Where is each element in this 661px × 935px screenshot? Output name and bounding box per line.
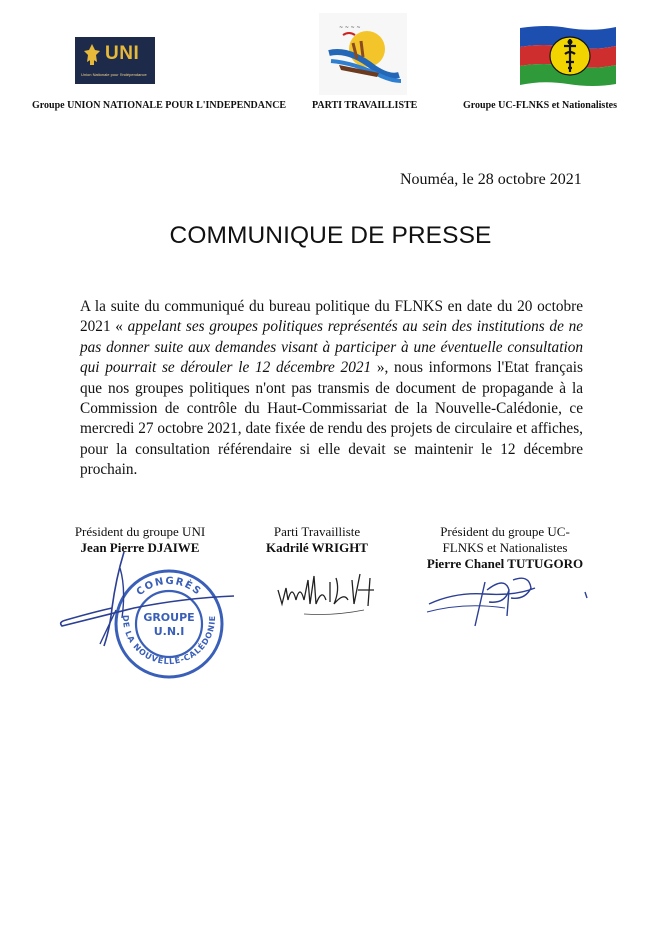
parti-travailliste-logo: [319, 13, 407, 95]
signatory-pt-name: Kadrilé WRIGHT: [266, 540, 368, 555]
signatory-pt-role: Parti Travailliste: [273, 524, 361, 539]
signature-djaiwe: [54, 548, 244, 658]
uni-logo-text: UNI: [105, 43, 140, 64]
kanaky-flag: [518, 24, 618, 86]
header-label-uc: Groupe UC-FLNKS et Nationalistes: [463, 100, 617, 111]
document-date: Nouméa, le 28 octobre 2021: [400, 171, 582, 188]
body-paragraph: [80, 297, 583, 481]
signatory-uc: [420, 524, 590, 572]
body-quote: appelant ses groupes politiques représentés au sein des institutions de ne pas donner suite aux demandes visant à participer à une éventuelle consultation qui pourrait se dérouler le 12 décembre 2021: [80, 318, 584, 377]
signatory-uc-role-line1: Président du groupe UC-: [440, 524, 570, 539]
signatory-uni-name: Jean Pierre DJAIWE: [80, 540, 200, 555]
uni-logo: [75, 37, 155, 84]
signatory-uni-role: Président du groupe UNI: [74, 524, 206, 539]
signature-wright: [274, 570, 394, 625]
body-part-2: », nous informons l'Etat français que nos groupes politiques n'ont pas transmis de document de propagande à la Commission de contrôle du Haut-Commissariat de la Nouvelle-Calédonie, ce mercredi 27 octobre 2021, date fixée de rendu des projets de circulaire et affiches, pour la consultation référendaire si elle devait se maintenir le 12 décembre prochain.: [80, 359, 583, 479]
document-title: COMMUNIQUE DE PRESSE: [169, 222, 492, 249]
header-label-pt: PARTI TRAVAILLISTE: [312, 100, 418, 111]
uni-logo-subtext: Union Nationale pour l'Indépendance: [81, 72, 147, 77]
stamp-center-line2: U.N.I: [153, 625, 185, 638]
signatory-uc-role-line2: FLNKS et Nationalistes: [442, 540, 568, 555]
signatory-uc-name: Pierre Chanel TUTUGORO: [426, 556, 584, 571]
signature-tutugoro: [425, 572, 595, 632]
stamp-top-text: CONGRÈS: [134, 575, 204, 599]
signatory-pt: [262, 524, 372, 556]
header-label-uni: Groupe UNION NATIONALE POUR L'INDEPENDANCE: [32, 100, 287, 111]
stamp-bottom-text: DE LA NOUVELLE-CALÉDONIE: [120, 614, 218, 667]
svg-text:~ ~ ~ ~: ~ ~ ~ ~: [339, 25, 361, 31]
uni-emblem-icon: [81, 42, 103, 66]
body-part-1: A la suite du communiqué du bureau politique du FLNKS en date du 20 octobre 2021 «: [80, 298, 583, 336]
stamp-center-line1: GROUPE: [143, 611, 195, 624]
